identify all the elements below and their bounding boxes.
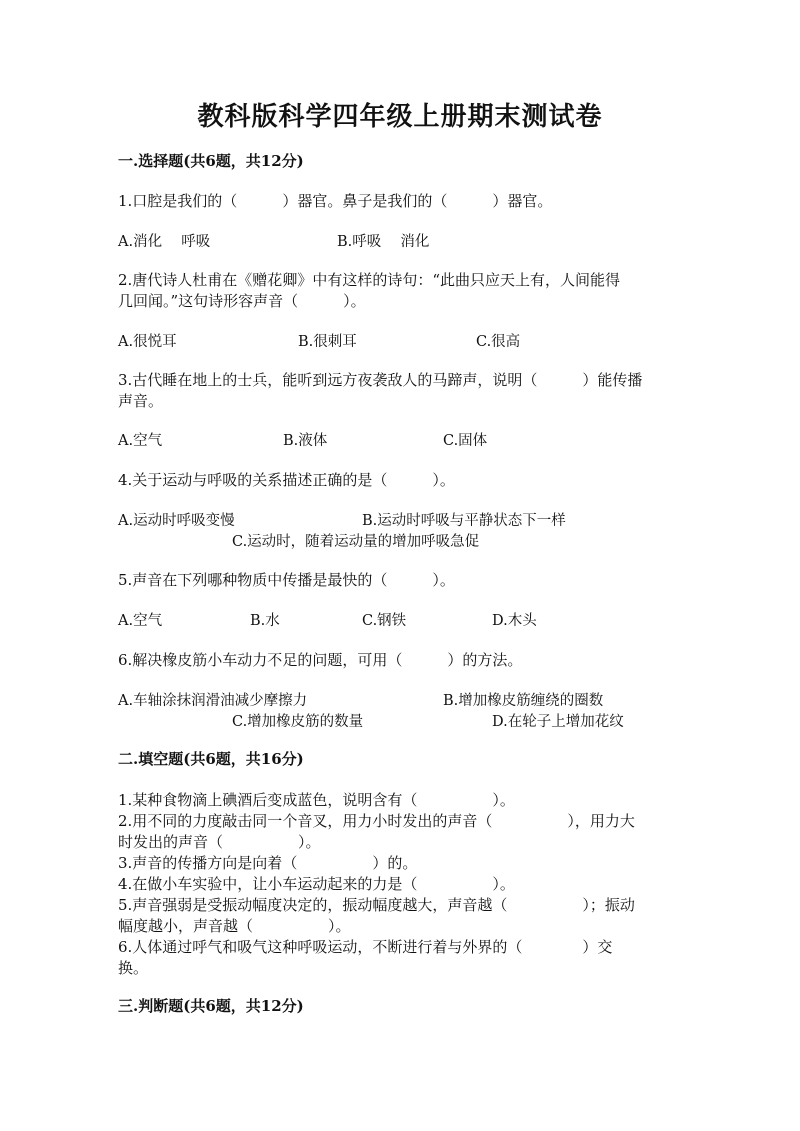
question-5-option-d: D.木头 — [492, 613, 537, 629]
question-6-option-c: C.增加橡皮筋的数量 — [232, 714, 364, 730]
question-6-option-b: B.增加橡皮筋缠绕的圈数 — [443, 693, 604, 709]
question-1-option-b: B.呼吸 消化 — [337, 234, 430, 250]
fill-line-9: 换。 — [118, 959, 149, 977]
fill-line-3: 时发出的声音（ ）。 — [118, 833, 321, 851]
question-3-option-b: B.液体 — [283, 433, 328, 449]
question-6-option-d: D.在轮子上增加花纹 — [492, 714, 624, 730]
page-title: 教科版科学四年级上册期末测试卷 — [197, 102, 603, 132]
question-5-option-a: A.空气 — [118, 613, 163, 629]
question-2-option-b: B.很刺耳 — [298, 334, 357, 350]
question-2-text-line-2: 几回闻。”这句诗形容声音（ ）。 — [118, 292, 366, 310]
question-3-text-line-1: 3.古代睡在地上的士兵，能听到远方夜袭敌人的马蹄声，说明（ ）能传播 — [118, 371, 643, 389]
fill-line-8: 6.人体通过呼气和吸气这种呼吸运动，不断进行着与外界的（ ）交 — [118, 938, 613, 956]
question-3-option-a: A.空气 — [118, 433, 163, 449]
question-2-text-line-1: 2.唐代诗人杜甫在《赠花卿》中有这样的诗句：“此曲只应天上有，人间能得 — [118, 271, 620, 289]
question-4-option-b: B.运动时呼吸与平静状态下一样 — [362, 513, 566, 529]
question-3-option-c: C.固体 — [443, 433, 488, 449]
fill-line-2: 2.用不同的力度敲击同一个音叉，用力小时发出的声音（ ），用力大 — [118, 812, 635, 830]
fill-line-5: 4.在做小车实验中，让小车运动起来的力是（ ）。 — [118, 875, 515, 893]
question-4-option-a: A.运动时呼吸变慢 — [118, 513, 235, 529]
question-2-option-a: A.很悦耳 — [118, 334, 177, 350]
question-5-option-b: B.水 — [250, 613, 280, 629]
fill-line-7: 幅度越小，声音越（ ）。 — [118, 917, 351, 935]
fill-line-1: 1.某种食物滴上碘酒后变成蓝色，说明含有（ ）。 — [118, 791, 515, 809]
question-2-option-c: C.很高 — [476, 334, 521, 350]
question-1-text: 1.口腔是我们的（ ）器官。鼻子是我们的（ ）器官。 — [118, 192, 553, 210]
question-4-text: 4.关于运动与呼吸的关系描述正确的是（ ）。 — [118, 471, 455, 489]
question-3-text-line-2: 声音。 — [118, 392, 164, 410]
fill-line-6: 5.声音强弱是受振动幅度决定的，振动幅度越大，声音越（ ）；振动 — [118, 896, 635, 914]
question-5-text: 5.声音在下列哪种物质中传播是最快的（ ）。 — [118, 571, 455, 589]
question-6-option-a: A.车轴涂抹润滑油减少摩擦力 — [118, 693, 308, 709]
question-5-option-c: C.钢铁 — [362, 613, 407, 629]
question-4-option-c: C.运动时，随着运动量的增加呼吸急促 — [232, 534, 480, 550]
question-6-text: 6.解决橡皮筋小车动力不足的问题，可用（ ）的方法。 — [118, 651, 523, 669]
fill-line-4: 3.声音的传播方向是向着（ ）的。 — [118, 854, 418, 872]
section-heading-fill-blank: 二.填空题(共6题，共16分) — [118, 750, 304, 768]
section-heading-true-false: 三.判断题(共6题，共12分) — [118, 997, 304, 1015]
section-heading-choice: 一.选择题(共6题，共12分) — [118, 152, 304, 170]
question-1-option-a: A.消化 呼吸 — [118, 234, 211, 250]
